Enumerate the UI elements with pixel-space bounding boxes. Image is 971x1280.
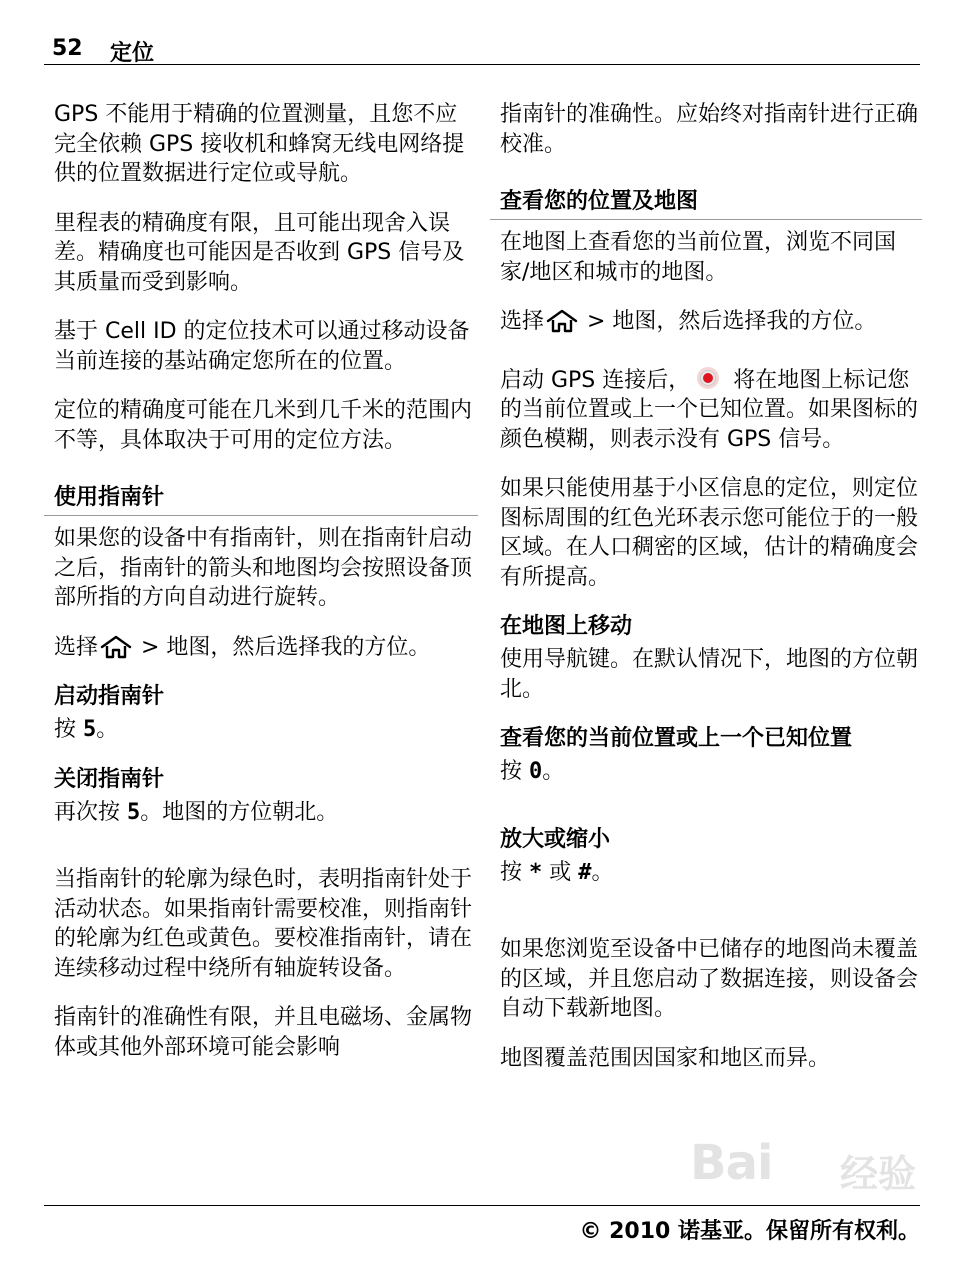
home-icon: [544, 308, 580, 334]
key-0: 0: [529, 759, 543, 784]
copyright-text: © 2010 诺基亚。保留所有权利。: [579, 1219, 920, 1244]
zoom-heading: 放大或缩小: [500, 826, 611, 852]
right-column: [500, 100, 920, 1093]
move-map-paragraph: 使用导航键。在默认情况下，地图的方位朝北。: [500, 647, 919, 702]
compass-outline-paragraph: 当指南针的轮廓为绿色时，表明指南针处于活动状态。如果指南针需要校准，则指南针的轮廓为红色或黄色。要校准指南针，请在连续移动过程中绕所有轴旋转设备。: [54, 867, 473, 981]
home-icon: [98, 634, 134, 660]
close-compass-instruction: [54, 798, 476, 828]
current-location-heading: 查看您的当前位置或上一个已知位置: [500, 726, 853, 751]
baidu-watermark: [690, 1135, 920, 1205]
map-coverage-paragraph: 地图覆盖范围因国家和地区而异。: [500, 1045, 831, 1071]
gps-accuracy-paragraph: GPS 不能用于精确的位置测量，且您不应完全依赖 GPS 接收机和蜂窝无线电网络提供的位置数据进行定位或导航。: [54, 102, 465, 186]
gps-prefix: 启动 GPS 连接后，: [500, 367, 691, 393]
select-instruction-right: [500, 307, 920, 337]
select-prefix: 选择: [54, 634, 99, 660]
move-map-heading: 在地图上移动: [500, 614, 633, 639]
select-instruction: [54, 633, 476, 663]
period: 。: [96, 717, 119, 742]
press-label: 按: [54, 717, 77, 742]
odometer-paragraph: 里程表的精确度有限，且可能出现舍入误差。精确度也可能因是否收到 GPS 信号及其质量而受到影响。: [54, 210, 465, 295]
view-location-paragraph: 在地图上查看您的当前位置，浏览不同国家/地区和城市的地图。: [500, 230, 897, 285]
key-star: *: [529, 859, 543, 885]
cell-id-paragraph: 基于 Cell ID 的定位技术可以通过移动设备当前连接的基站确定您所在的位置。: [54, 319, 470, 374]
press-again-label: 再次按: [54, 799, 121, 825]
watermark-sub: 经验: [840, 1152, 917, 1196]
key-hash: #: [578, 859, 592, 885]
compass-accuracy-paragraph: 指南针的准确性有限，并且电磁场、金属物体或其他外部环境可能会影响: [54, 1005, 473, 1060]
select-suffix-right: > 地图，然后选择我的方位。: [580, 309, 877, 334]
left-column: [54, 100, 476, 1082]
start-compass-heading: 启动指南针: [54, 684, 165, 709]
period-zoom: 。: [591, 859, 614, 885]
watermark-text: Bai: [690, 1135, 773, 1191]
or-label: 或: [542, 859, 579, 885]
key-5-again: 5: [127, 799, 141, 825]
zoom-instruction: [500, 858, 920, 888]
close-compass-suffix: 。地图的方位朝北。: [140, 799, 339, 825]
current-location-instruction: [500, 757, 920, 787]
close-compass-heading: 关闭指南针: [54, 766, 165, 792]
compass-heading: 使用指南针: [54, 483, 476, 516]
compass-calibration-paragraph: 指南针的准确性。应始终对指南针进行正确校准。: [500, 102, 919, 157]
gps-marker-paragraph: [500, 365, 920, 455]
section-title: 定位: [110, 41, 155, 66]
select-suffix: > 地图，然后选择我的方位。: [134, 634, 431, 660]
select-prefix-right: 选择: [500, 309, 545, 334]
key-5: 5: [83, 717, 97, 742]
page-number: 52: [52, 36, 83, 61]
press-label-right: 按: [500, 759, 523, 784]
cell-positioning-paragraph: 如果只能使用基于小区信息的定位，则定位图标周围的红色光环表示您可能位于的一般区域。在人口稠密的区域，估计的精确度会有所提高。: [500, 476, 919, 590]
press-zoom-label: 按: [500, 859, 523, 885]
gps-location-icon: [690, 365, 726, 391]
page-footer: [44, 1205, 920, 1244]
map-download-paragraph: 如果您浏览至设备中已储存的地图尚未覆盖的区域，并且您启动了数据连接，则设备会自动下载新地图。: [500, 937, 919, 1021]
period-right: 。: [542, 759, 565, 784]
page-header: [44, 34, 920, 65]
compass-intro-paragraph: 如果您的设备中有指南针，则在指南针启动之后，指南针的箭头和地图均会按照设备顶部所指的方向自动进行旋转。: [54, 526, 473, 610]
positioning-accuracy-paragraph: 定位的精确度可能在几米到几千米的范围内不等，具体取决于可用的定位方法。: [54, 398, 473, 453]
gps-suffix: 将在地图上标记您的当前位置或上一个已知位置。如果图标的颜色模糊，则表示没有 GPS 信号。: [500, 367, 919, 452]
start-compass-instruction: [54, 715, 476, 745]
view-location-heading: 查看您的位置及地图: [500, 187, 920, 220]
